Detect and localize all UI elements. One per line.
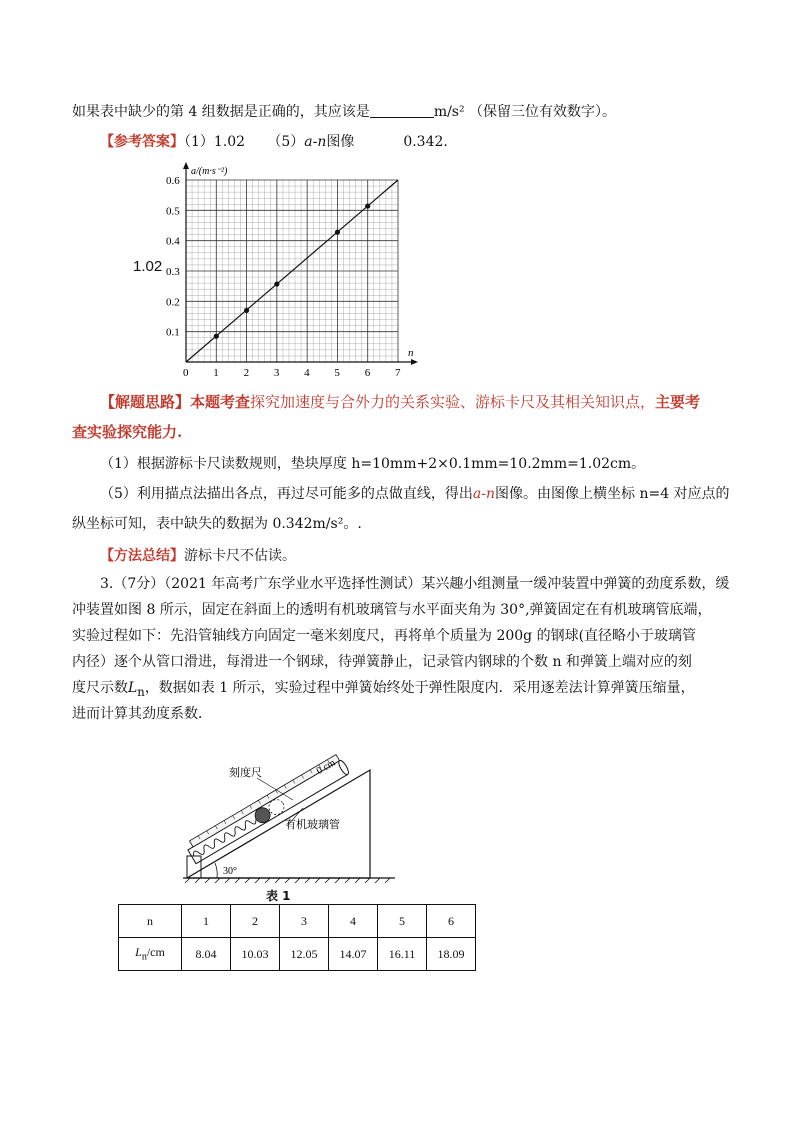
x-axis-label: n [408,347,414,359]
table-cell: 12.05 [280,938,329,971]
analysis-line-1 [100,392,700,412]
incline [187,770,370,878]
analysis-text: 探究加速度与合外力的关系实验、游标卡尺及其相关知识点， [250,393,656,411]
ground-hatch [185,878,390,883]
analysis-label: 【解题思路】 [100,393,191,411]
table-row-n [119,905,476,938]
table-cell: 3 [280,905,329,938]
q3-line-3: 实验过程如下：先沿管轴线方向固定一毫米刻度尺，再将单个质量为 200g 的钢球(直径略小于玻璃管 [72,628,697,644]
q3-line-5 [72,678,695,702]
data-point [274,281,279,286]
side-value-label: 1.02 [133,258,163,275]
reference-answer [100,132,448,152]
x-tick-label: 7 [395,367,401,379]
analysis-bold: 本题考查 [190,393,251,411]
y-tick-label: 0.2 [166,296,180,309]
data-point [244,308,249,313]
zero-cm-label: 0 cm [314,757,338,777]
analysis-line-2: 查实验探究能力. [72,423,183,441]
answer-blank[interactable] [370,103,434,118]
data-point [335,230,340,235]
table-cell: 5 [378,905,427,938]
step5-part-b: 图像。由图像上横坐标 n=4 对应点的 [495,486,730,502]
table-cell: 16.11 [378,938,427,971]
data-point [365,203,370,208]
question-suffix: m/s² （保留三位有效数字）。 [433,104,617,120]
solution-step-1: （1）根据游标卡尺读数规则，垫块厚度 h=10mm+2×0.1mm=10.2mm=1.02cm。 [100,456,646,472]
table-header-n: n [119,905,182,938]
q3-line-5-b: ，数据如表 1 所示，实验过程中弹簧始终处于弹性限度内．采用逐差法计算弹簧压缩量， [144,680,695,696]
q3-line-2: 冲装置如图 8 所示，固定在斜面上的透明有机玻璃管与水平面夹角为 30°,弹簧固定在有机玻璃管底端， [72,602,712,618]
table-cell: 18.09 [427,938,476,971]
data-point [214,334,219,339]
answer-label: 【参考答案】 [100,134,184,150]
question-prefix: 如果表中缺少的第 4 组数据是正确的，其应该是 [72,104,370,120]
table-row-L [119,938,476,971]
analysis-bold-2: 主要考 [655,393,701,411]
fill-in-question [72,102,616,122]
q3-line-4: 内径）逐个从管口滑进，每滑进一个钢球，待弹簧静止，记录管内钢球的个数 n 和弹簧上端对应的刻 [72,654,692,670]
solution-step-5-cont: 纵坐标可知，表中缺失的数据为 0.342m/s²。. [72,516,362,532]
y-tick-label: 0.1 [166,326,180,339]
y-tick-label: 0.3 [166,266,180,278]
answer-graph-word: 图像 [326,134,355,150]
table-cell: 2 [231,905,280,938]
L-subscript: n [141,951,147,963]
x-tick-label: 1 [213,367,219,379]
buffer-device-figure [175,752,405,884]
x-tick-label: 2 [243,367,250,379]
answer-value: 0.342. [403,134,448,150]
y-axis-label: a/(m·s⁻²) [191,166,228,177]
x-tick-label: 4 [304,367,310,379]
y-tick-label: 0.6 [166,175,180,187]
q3-line-5-a: 度尺示数 [72,680,128,696]
x-tick-label: 5 [334,367,340,379]
table-header-L [119,938,182,971]
answer-part-1: （1）1.02 [184,134,246,150]
table-cell: 1 [182,905,231,938]
x-tick-label: 0 [183,367,189,379]
x-axis-arrow [411,359,418,365]
table-title: 表 1 [266,889,291,903]
step5-part-a: （5）利用描点法描出各点，再过尽可能多的点做直线，得出 [100,486,473,502]
a-n-graph [150,160,414,382]
y-tick-label: 0.5 [166,205,180,218]
table-cell: 10.03 [231,938,280,971]
method-summary [100,546,296,566]
method-text: 游标卡尺不估读。 [184,548,296,564]
y-tick-label: 0.4 [166,235,180,248]
L-symbol: L [135,945,142,960]
q3-line-1: 3.（7分）（2021 年高考广东学业水平选择性测试）某兴趣小组测量一缓冲装置中弹簧的劲度系数，缓 [100,576,730,592]
table-cell: 14.07 [329,938,378,971]
x-tick-label: 6 [364,367,371,379]
angle-label: 30° [223,866,237,877]
x-tick-label: 3 [273,367,280,379]
method-label: 【方法总结】 [100,548,184,564]
table-cell: 8.04 [182,938,231,971]
table-cell: 4 [329,905,378,938]
angle-arc [215,863,217,878]
ruler-label: 刻度尺 [229,766,262,779]
q3-Ln-symbol: L [128,680,138,696]
q3-Ln-sub: n [137,684,145,699]
solution-step-5 [100,484,730,504]
answer-part-5: （5） [267,134,305,150]
tube-label: 有机玻璃管 [285,818,340,831]
answer-an: a-n [304,134,327,150]
L-unit: /cm [146,945,165,960]
table-cell: 6 [427,905,476,938]
q3-line-6: 进而计算其劲度系数． [72,706,212,722]
y-axis-arrow [183,162,189,169]
data-table [118,904,476,971]
base-stopper [187,856,201,878]
step5-an: a-n [472,486,495,502]
